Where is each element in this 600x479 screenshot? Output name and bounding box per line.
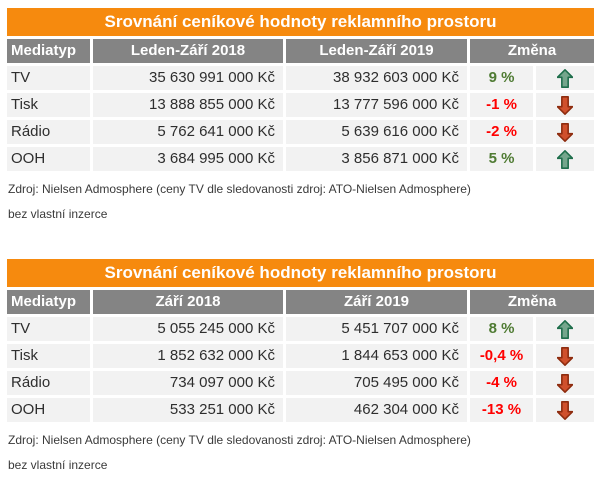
down-arrow-icon bbox=[557, 401, 573, 420]
comparison-table-jan-sep bbox=[7, 8, 594, 171]
up-arrow-icon bbox=[557, 150, 573, 169]
cell-value-period-1: 1 852 632 000 Kč bbox=[93, 344, 283, 368]
cell-mediatype: OOH bbox=[7, 147, 90, 171]
cell-value-period-2: 3 856 871 000 Kč bbox=[286, 147, 467, 171]
down-arrow-icon bbox=[557, 96, 573, 115]
down-arrow-icon bbox=[557, 374, 573, 393]
cell-value-period-1: 13 888 855 000 Kč bbox=[93, 93, 283, 117]
source-note: Zdroj: Nielsen Admosphere (ceny TV dle sledovanosti zdroj: ATO-Nielsen Admosphere) bbox=[8, 433, 471, 447]
cell-value-period-1: 35 630 991 000 Kč bbox=[93, 66, 283, 90]
cell-change-arrow bbox=[536, 398, 594, 422]
cell-value-period-2: 38 932 603 000 Kč bbox=[286, 66, 467, 90]
col-header-period-1: Září 2018 bbox=[93, 290, 283, 314]
own-advertising-note: bez vlastní inzerce bbox=[8, 458, 108, 472]
cell-change-arrow bbox=[536, 317, 594, 341]
cell-mediatype: Tisk bbox=[7, 93, 90, 117]
cell-change-pct: 5 % bbox=[470, 147, 533, 171]
cell-change-pct: -13 % bbox=[470, 398, 533, 422]
cell-value-period-1: 5 055 245 000 Kč bbox=[93, 317, 283, 341]
cell-mediatype: TV bbox=[7, 317, 90, 341]
col-header-period-1: Leden-Září 2018 bbox=[93, 39, 283, 63]
cell-change-arrow bbox=[536, 147, 594, 171]
cell-change-arrow bbox=[536, 66, 594, 90]
cell-value-period-2: 5 639 616 000 Kč bbox=[286, 120, 467, 144]
cell-mediatype: OOH bbox=[7, 398, 90, 422]
cell-value-period-2: 5 451 707 000 Kč bbox=[286, 317, 467, 341]
col-header-mediatyp: Mediatyp bbox=[7, 39, 90, 63]
cell-value-period-2: 705 495 000 Kč bbox=[286, 371, 467, 395]
table-title: Srovnání ceníkové hodnoty reklamního prostoru bbox=[7, 8, 594, 36]
cell-value-period-2: 1 844 653 000 Kč bbox=[286, 344, 467, 368]
cell-change-pct: -1 % bbox=[470, 93, 533, 117]
comparison-block-september bbox=[7, 259, 594, 472]
col-header-period-2: Září 2019 bbox=[286, 290, 467, 314]
cell-change-pct: 8 % bbox=[470, 317, 533, 341]
cell-value-period-1: 533 251 000 Kč bbox=[93, 398, 283, 422]
table-title: Srovnání ceníkové hodnoty reklamního prostoru bbox=[7, 259, 594, 287]
col-header-change: Změna bbox=[470, 290, 594, 314]
cell-change-arrow bbox=[536, 371, 594, 395]
cell-change-arrow bbox=[536, 344, 594, 368]
cell-change-pct: -2 % bbox=[470, 120, 533, 144]
cell-mediatype: Tisk bbox=[7, 344, 90, 368]
cell-value-period-1: 5 762 641 000 Kč bbox=[93, 120, 283, 144]
cell-value-period-2: 462 304 000 Kč bbox=[286, 398, 467, 422]
comparison-table-september bbox=[7, 259, 594, 422]
comparison-block-jan-sep bbox=[7, 8, 594, 221]
own-advertising-note: bez vlastní inzerce bbox=[8, 207, 108, 221]
cell-change-pct: 9 % bbox=[470, 66, 533, 90]
col-header-period-2: Leden-Září 2019 bbox=[286, 39, 467, 63]
cell-change-arrow bbox=[536, 93, 594, 117]
cell-mediatype: Rádio bbox=[7, 371, 90, 395]
up-arrow-icon bbox=[557, 69, 573, 88]
cell-change-pct: -0,4 % bbox=[470, 344, 533, 368]
cell-value-period-1: 734 097 000 Kč bbox=[93, 371, 283, 395]
cell-value-period-1: 3 684 995 000 Kč bbox=[93, 147, 283, 171]
source-note: Zdroj: Nielsen Admosphere (ceny TV dle sledovanosti zdroj: ATO-Nielsen Admosphere) bbox=[8, 182, 471, 196]
down-arrow-icon bbox=[557, 123, 573, 142]
col-header-mediatyp: Mediatyp bbox=[7, 290, 90, 314]
cell-value-period-2: 13 777 596 000 Kč bbox=[286, 93, 467, 117]
cell-mediatype: Rádio bbox=[7, 120, 90, 144]
cell-change-pct: -4 % bbox=[470, 371, 533, 395]
up-arrow-icon bbox=[557, 320, 573, 339]
cell-change-arrow bbox=[536, 120, 594, 144]
col-header-change: Změna bbox=[470, 39, 594, 63]
cell-mediatype: TV bbox=[7, 66, 90, 90]
down-arrow-icon bbox=[557, 347, 573, 366]
